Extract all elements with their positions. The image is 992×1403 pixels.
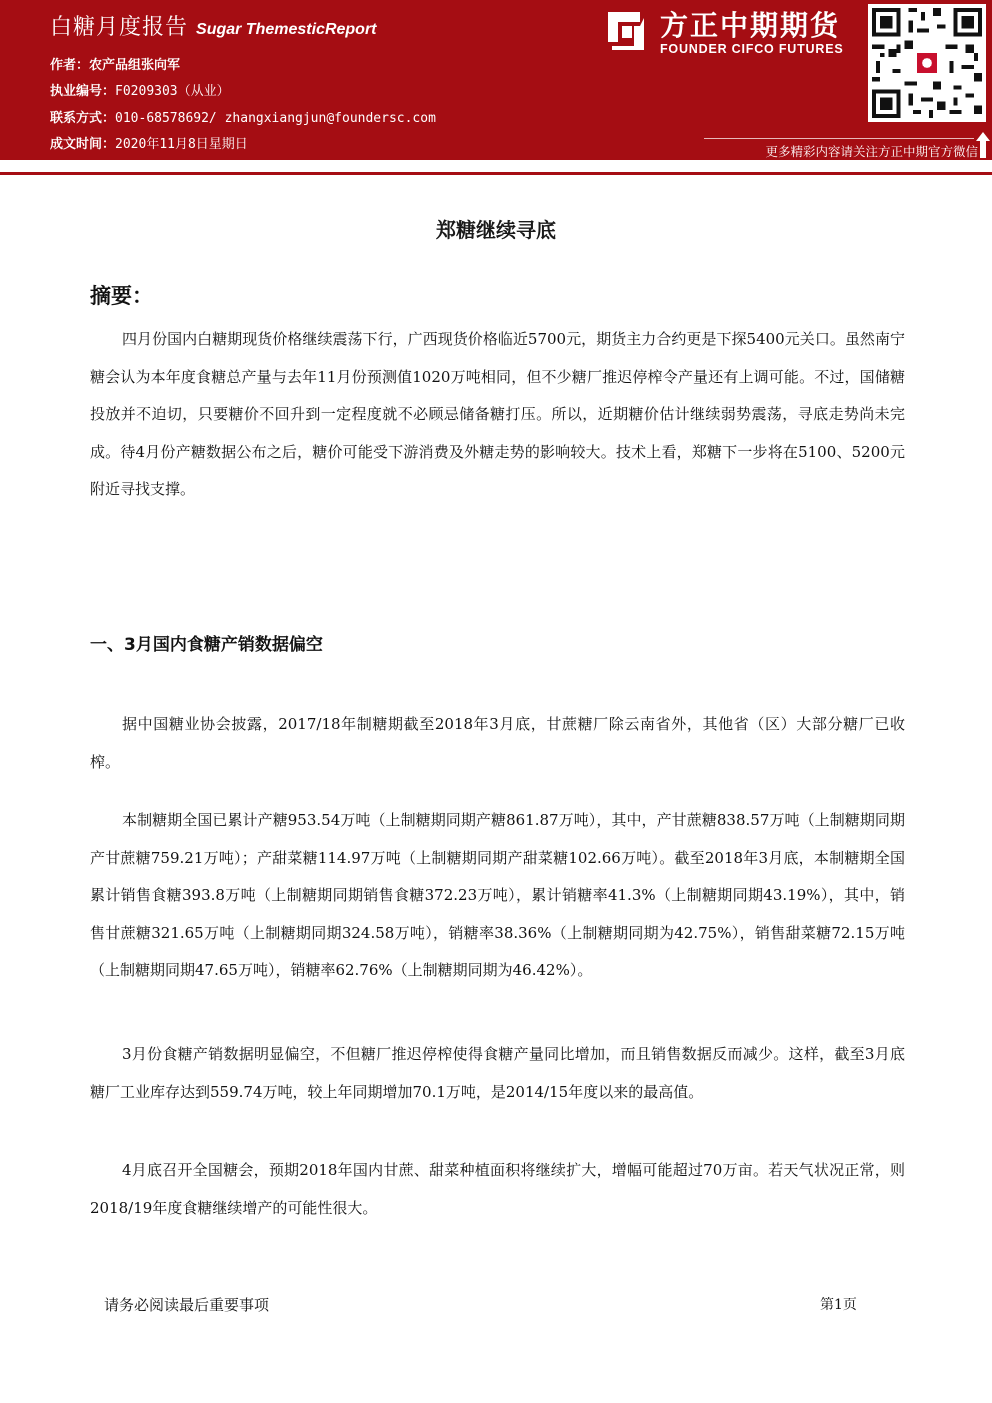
abstract-heading: 摘要： [90,284,153,308]
follow-wechat-text: 更多精彩内容请关注方正中期官方微信 [765,144,978,159]
author-line [50,54,180,73]
author-label: 作者： [50,58,90,73]
author-value: 农产品组张向军 [89,58,181,73]
date-value: 2020年11月8日星期日 [115,137,248,152]
report-header-band [0,0,992,160]
paragraph-2: 本制糖期全国已累计产糖953.54万吨（上制糖期同期产糖861.87万吨），其中，产甘蔗糖838.57万吨（上制糖期同期产甘蔗糖759.21万吨）；产甜菜糖114.97万吨（上制糖期同期产甜菜糖102.66万吨）。截至2018年3月底，本制糖期全国累计销售食糖393.8万吨（上制糖期同期销售食糖372.23万吨），累计销糖率41.3%（上制糖期同期43.19%），其中，销售甘蔗糖321.65万吨（上制糖期同期324.58万吨），销糖率38.36%（上制糖期同期为42.75%），销售甜菜糖72.15万吨（上制糖期同期47.65万吨），销糖率62.76%（上制糖期同期为46.42%）。 [90,811,905,979]
page-number: 第1页 [820,1297,857,1313]
contact-line [50,107,436,126]
report-title-cn: 白糖月度报告 [50,15,189,40]
contact-label: 联系方式： [50,111,116,126]
date-label: 成文时间： [50,137,116,152]
abstract-paragraph: 四月份国内白糖期现货价格继续震荡下行，广西现货价格临近5700元，期货主力合约更是下探5400元关口。虽然南宁糖会认为本年度食糖总产量与去年11月份预测值1020万吨相同，但不少糖厂推迟停榨令产量还有上调可能。不过，国储糖投放并不迫切，只要糖价不回升到一定程度就不必顾忌储备糖打压。所以，近期糖价估计继续弱势震荡，寻底走势尚未完成。待4月份产糖数据公布之后，糖价可能受下游消费及外糖走势的影响较大。技术上看，郑糖下一步将在5100、5200元附近寻找支撑。 [90,330,905,498]
founder-logo-icon [604,8,646,54]
follow-divider [704,138,974,139]
report-title [50,10,377,41]
paragraph-3: 3月份食糖产销数据明显偏空，不但糖厂推迟停榨使得食糖产量同比增加，而且销售数据反而减少。这样，截至3月底糖厂工业库存达到559.74万吨，较上年同期增加70.1万吨，是2014/15年度以来的最高值。 [90,1045,905,1101]
section-heading-1: 一、3月国内食糖产销数据偏空 [90,635,323,655]
paragraph-1: 据中国糖业协会披露，2017/18年制糖期截至2018年3月底，甘蔗糖厂除云南省外，其他省（区）大部分糖厂已收榨。 [90,715,905,771]
date-line [50,133,248,152]
license-line [50,80,230,99]
up-arrow-icon [976,132,990,158]
header-divider-line [0,172,992,175]
footer-notice: 请务必阅读最后重要事项 [104,1296,270,1314]
paragraph-4: 4月底召开全国糖会，预期2018年国内甘蔗、甜菜种植面积将继续扩大，增幅可能超过70万亩。若天气状况正常，则2018/19年度食糖继续增产的可能性很大。 [90,1161,905,1217]
contact-value: 010-68578692/ zhangxiangjun@foundersc.com [115,111,436,126]
qr-code-icon [868,4,986,122]
report-title-en: Sugar ThemesticReport [196,21,377,38]
document-title: 郑糖继续寻底 [436,218,556,242]
company-name-cn: 方正中期期货 [660,9,841,42]
license-value: F0209303（从业） [115,84,230,99]
company-name-en: FOUNDER CIFCO FUTURES [660,42,844,56]
license-label: 执业编号： [50,84,116,99]
